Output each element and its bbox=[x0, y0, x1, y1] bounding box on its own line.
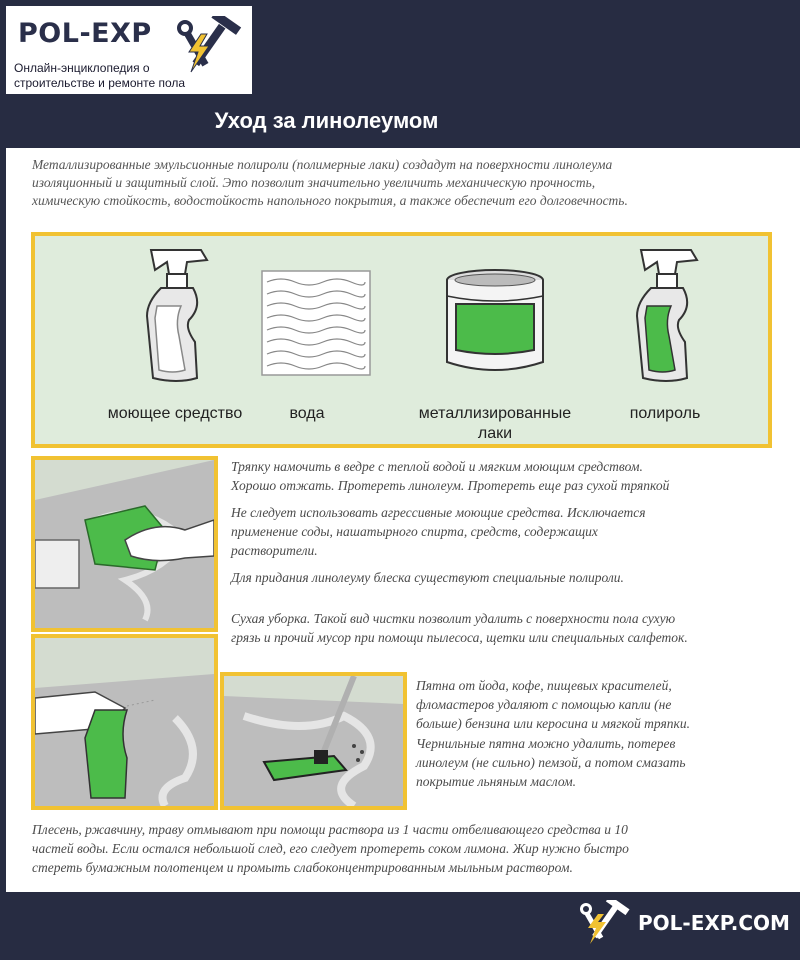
content-area bbox=[6, 148, 800, 892]
item-label: металлизированные лаки bbox=[418, 405, 572, 442]
wiping-floor-image bbox=[31, 456, 218, 632]
text-dry-cleaning: Сухая уборка. Такой вид чистки позволит удалить с поверхности пола сухую грязь и прочий мусор при помощи пылесоса, щетки или специальных салфеток. bbox=[231, 611, 688, 645]
tagline: Онлайн-энциклопедия о строительстве и ремонте пола bbox=[14, 61, 186, 90]
paint-can-icon bbox=[440, 266, 550, 378]
item-label: полироль bbox=[629, 405, 701, 422]
text-no-aggressive: Не следует использовать агрессивные моющие средства. Исключается применение соды, нашатырного спирта, средств, содержащих растворители. bbox=[231, 505, 646, 558]
spray-bottle-icon bbox=[131, 246, 223, 386]
item-label: вода bbox=[289, 405, 325, 422]
footer-logo-icon bbox=[576, 900, 636, 946]
page-title: Уход за линолеумом bbox=[214, 108, 439, 133]
header bbox=[6, 6, 252, 94]
supplies-panel bbox=[31, 232, 772, 448]
spraying-floor-image bbox=[31, 634, 218, 810]
logo-text[interactable]: POL-EXP bbox=[18, 18, 152, 49]
intro-text: Металлизированные эмульсионные полироли (полимерные лаки) создадут на поверхности линолеума изоляционный и защитный слой. Это позволит значительно увеличить механическую прочность, химическую стойкость, водостойкость напольного покрытия, а также обеспечит его долговечность. bbox=[32, 157, 628, 208]
text-stains: Пятна от йода, кофе, пищевых красителей, фломастеров удаляют с помощью капли (не больше) бензина или керосина и мягкой тряпки. bbox=[416, 678, 690, 731]
item-label: моющее средство bbox=[107, 405, 243, 422]
footer-site-link[interactable]: POL-EXP.COM bbox=[638, 911, 790, 935]
title-bar bbox=[0, 94, 653, 148]
text-polish: Для придания линолеуму блеска существуют специальные полироли. bbox=[231, 570, 624, 585]
water-icon bbox=[261, 270, 371, 376]
text-ink-stains: Чернильные пятна можно удалить, потерев линолеум (не сильно) пемзой, а потом смазать покрытие льняным маслом. bbox=[416, 736, 686, 789]
text-wet-cleaning: Тряпку намочить в ведре с теплой водой и мягким моющим средством. Хорошо отжать. Протереть линолеум. Протереть еще раз сухой тряпкой bbox=[231, 459, 670, 493]
vacuum-cleaning-image bbox=[220, 672, 407, 810]
green-spray-bottle-icon bbox=[621, 246, 713, 386]
text-mold-rust: Плесень, ржавчину, траву отмывают при помощи раствора из 1 части отбеливающего средства и 10 частей воды. Если остался небольшой след, его следует протереть соком лимона. Жир нужно быстро стереть бумажным полотенцем и промыть слабоконцентрированным мыльным раствором. bbox=[32, 822, 629, 875]
